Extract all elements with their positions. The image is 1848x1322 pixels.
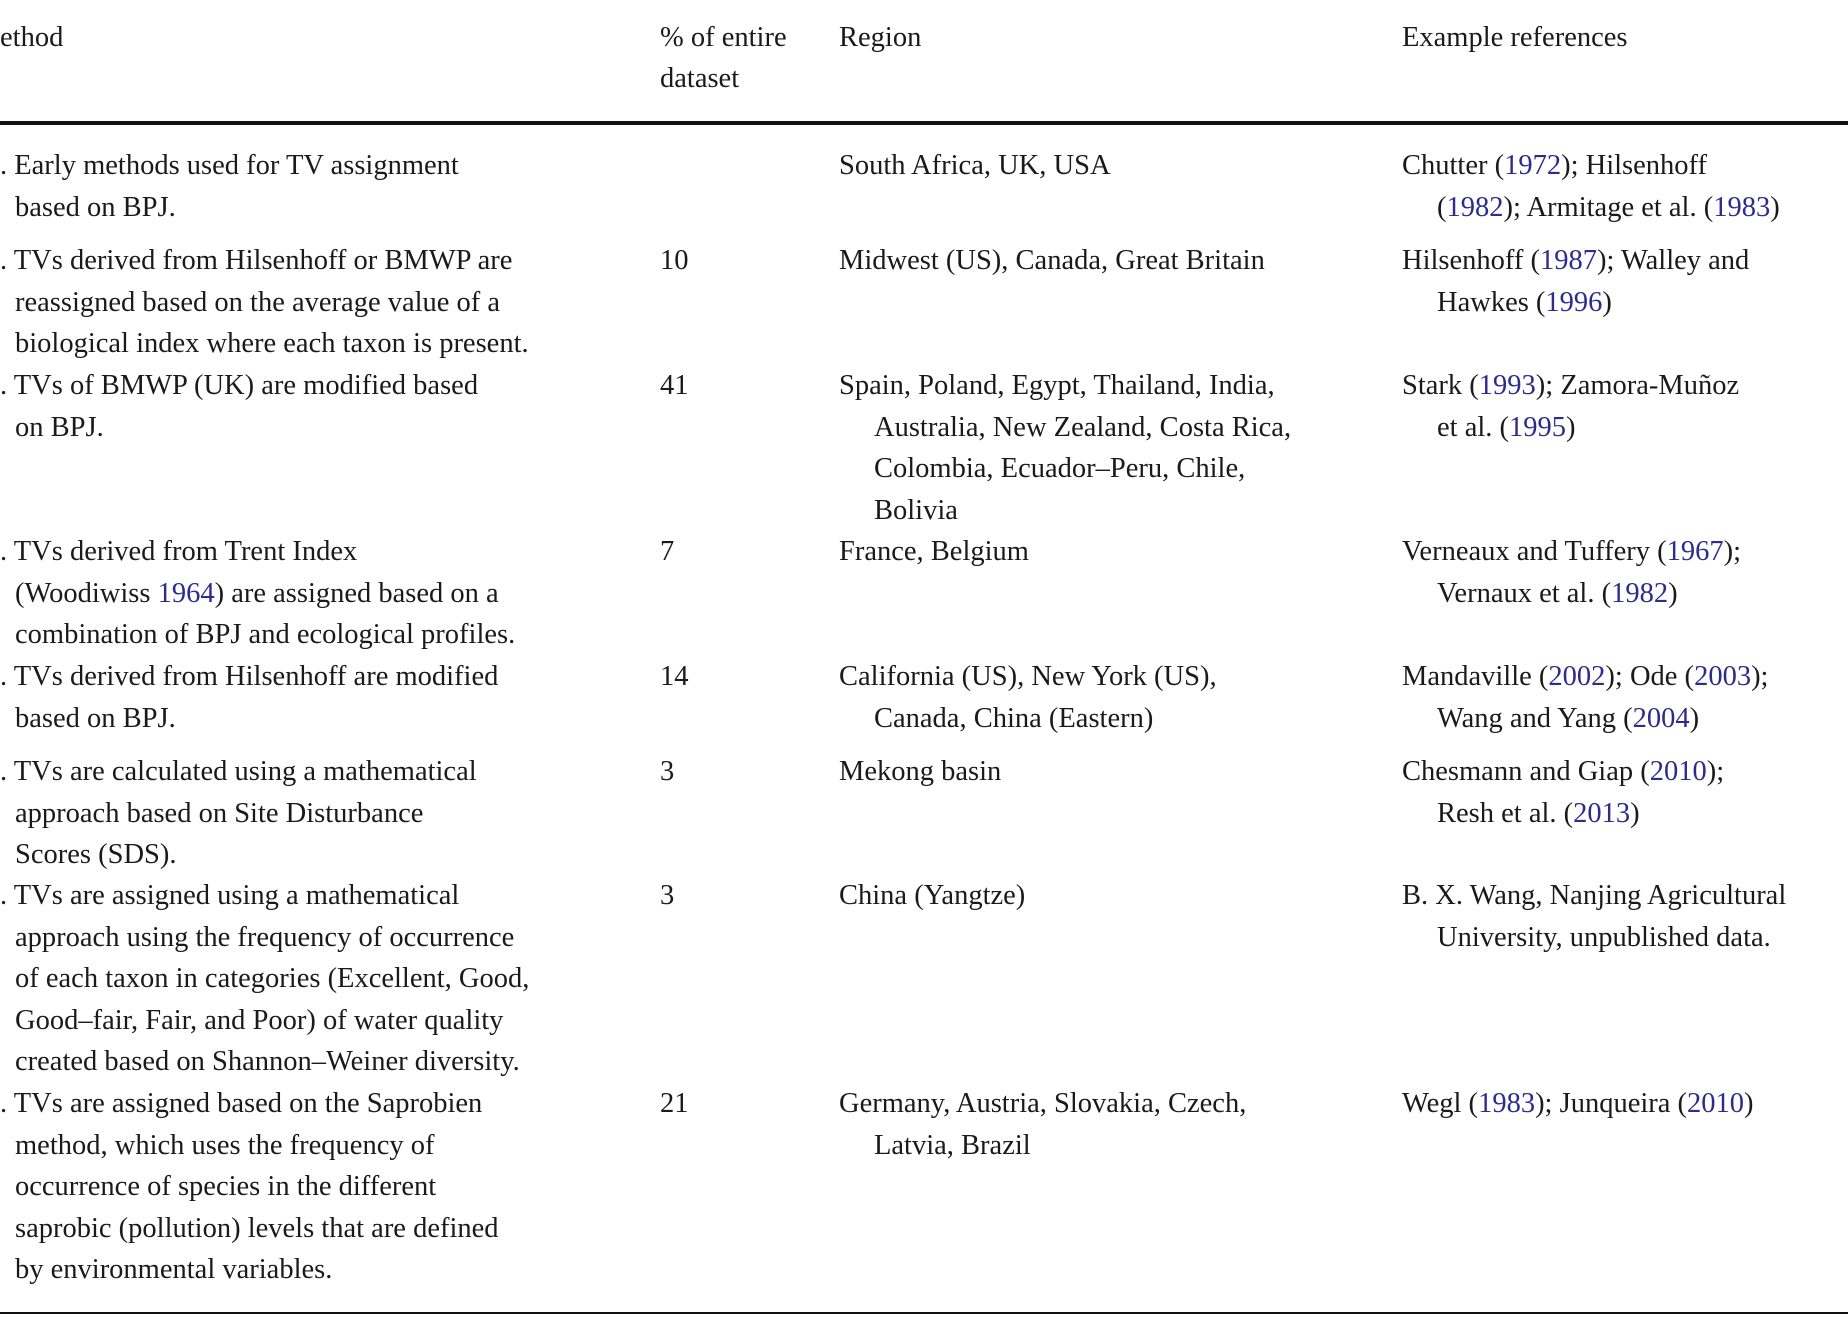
citation-year-link[interactable]: 2013	[1573, 797, 1631, 829]
method-cell	[15, 573, 499, 615]
method-cell: based on BPJ.	[15, 702, 176, 734]
citation-text: );	[1723, 536, 1742, 568]
header-rule	[0, 121, 1848, 125]
citation-year-link[interactable]: 2003	[1694, 661, 1752, 693]
citation-text: Chesmann and Giap (	[1402, 756, 1650, 788]
citation-year-link[interactable]: 1972	[1504, 150, 1562, 182]
citation-text: );	[1751, 661, 1769, 693]
citation-text: Resh et al. (	[1437, 797, 1574, 829]
method-cell: Scores (SDS).	[15, 839, 177, 871]
citation-text: Verneaux and Tuffery (	[1402, 536, 1667, 568]
citation-text: ); Armitage et al. (	[1503, 191, 1714, 223]
method-cell: . TVs are assigned using a mathematical	[0, 880, 460, 912]
citation-year-link[interactable]: 1993	[1478, 370, 1536, 402]
references-cell	[1402, 531, 1741, 573]
citation-text: ); Hilsenhoff	[1561, 150, 1708, 182]
method-cell: created based on Shannon–Weiner diversity.	[15, 1046, 520, 1078]
citation-text: ) are assigned based on a	[214, 577, 499, 609]
region-cell: Midwest (US), Canada, Great Britain	[839, 245, 1265, 277]
column-header-percent: dataset	[660, 63, 740, 95]
column-header-method: ethod	[0, 22, 64, 54]
column-header-percent: % of entire	[660, 22, 787, 54]
column-header-refs: Example references	[1402, 22, 1628, 54]
region-cell: Mekong basin	[839, 756, 1002, 788]
citation-text: );	[1706, 756, 1725, 788]
citation-year-link[interactable]: 1996	[1545, 286, 1603, 318]
region-cell: South Africa, UK, USA	[839, 150, 1111, 182]
method-cell: of each taxon in categories (Excellent, Good,	[15, 963, 530, 995]
method-cell: . TVs derived from Hilsenhoff are modified	[0, 661, 499, 693]
citation-year-link[interactable]: 2010	[1649, 756, 1707, 788]
citation-text: Chutter (	[1402, 150, 1505, 182]
region-cell: Colombia, Ecuador–Peru, Chile,	[874, 453, 1246, 485]
citation-year-link[interactable]: 1995	[1509, 411, 1567, 443]
references-cell	[1437, 407, 1576, 449]
percent-cell: 7	[660, 536, 675, 568]
percent-cell: 21	[660, 1088, 689, 1120]
region-cell: Latvia, Brazil	[874, 1129, 1031, 1161]
method-cell: method, which uses the frequency of	[15, 1129, 435, 1161]
references-cell	[1437, 917, 1771, 959]
citation-text: )	[1630, 797, 1640, 829]
citation-text: )	[1566, 411, 1576, 443]
method-cell: saprobic (pollution) levels that are defined	[15, 1212, 499, 1244]
column-header-region: Region	[839, 22, 922, 54]
method-cell: . TVs are assigned based on the Saprobien	[0, 1088, 483, 1120]
citation-year-link[interactable]: 2004	[1632, 702, 1690, 734]
references-cell	[1402, 145, 1707, 187]
citation-year-link[interactable]: 1983	[1478, 1088, 1536, 1120]
citation-text: B. X. Wang, Nanjing Agricultural	[1402, 880, 1787, 912]
references-cell	[1402, 240, 1749, 282]
method-cell: based on BPJ.	[15, 191, 176, 223]
citation-text: (Woodiwiss	[15, 577, 158, 609]
references-cell	[1402, 751, 1724, 793]
references-cell	[1437, 573, 1678, 615]
references-cell	[1437, 698, 1699, 740]
citation-text: Hawkes (	[1437, 286, 1546, 318]
method-cell: approach using the frequency of occurrence	[15, 921, 515, 953]
method-cell: occurrence of species in the different	[15, 1171, 437, 1203]
citation-text: )	[1744, 1088, 1754, 1120]
citation-text: University, unpublished data.	[1437, 921, 1771, 953]
citation-text: )	[1668, 577, 1678, 609]
footer-rule	[0, 1312, 1848, 1314]
percent-cell: 14	[660, 661, 689, 693]
method-cell: approach based on Site Disturbance	[15, 797, 424, 829]
region-cell: France, Belgium	[839, 536, 1029, 568]
region-cell: Spain, Poland, Egypt, Thailand, India,	[839, 370, 1275, 402]
citation-text: Hilsenhoff (	[1402, 245, 1540, 277]
citation-year-link[interactable]: 1982	[1446, 191, 1504, 223]
references-cell	[1402, 656, 1768, 698]
citation-year-link[interactable]: 1983	[1713, 191, 1771, 223]
method-cell: . TVs derived from Trent Index	[0, 536, 358, 568]
citation-text: Wang and Yang (	[1437, 702, 1633, 734]
percent-cell: 3	[660, 880, 675, 912]
citation-year-link[interactable]: 1964	[157, 577, 215, 609]
references-cell	[1437, 793, 1640, 835]
citation-year-link[interactable]: 1967	[1666, 536, 1724, 568]
method-cell: . TVs derived from Hilsenhoff or BMWP are	[0, 245, 513, 277]
method-cell: Good–fair, Fair, and Poor) of water quality	[15, 1004, 504, 1036]
references-cell	[1437, 282, 1612, 324]
citation-text: )	[1770, 191, 1780, 223]
region-cell: Bolivia	[874, 494, 958, 526]
citation-text: et al. (	[1437, 411, 1510, 443]
citation-text: Mandaville (	[1402, 661, 1549, 693]
region-cell: China (Yangtze)	[839, 880, 1026, 912]
method-cell: by environmental variables.	[15, 1254, 333, 1286]
method-cell: combination of BPJ and ecological profiles.	[15, 619, 516, 651]
citation-text: Vernaux et al. (	[1437, 577, 1612, 609]
citation-text: ); Walley and	[1597, 245, 1750, 277]
citation-text: ); Zamora-Muñoz	[1535, 370, 1740, 402]
citation-text: (	[1437, 191, 1447, 223]
region-cell: California (US), New York (US),	[839, 661, 1217, 693]
percent-cell: 41	[660, 370, 689, 402]
method-cell: on BPJ.	[15, 411, 104, 443]
percent-cell: 3	[660, 756, 675, 788]
citation-year-link[interactable]: 1987	[1540, 245, 1597, 277]
references-cell	[1402, 1083, 1754, 1125]
citation-text: Wegl (	[1402, 1088, 1479, 1120]
citation-year-link[interactable]: 2002	[1548, 661, 1606, 693]
references-cell	[1437, 187, 1780, 229]
references-cell	[1402, 365, 1739, 407]
citation-text: )	[1689, 702, 1700, 734]
method-cell: . Early methods used for TV assignment	[0, 150, 459, 182]
percent-cell: 10	[660, 245, 689, 277]
method-cell: . TVs are calculated using a mathematical	[0, 756, 477, 788]
citation-text: ); Ode (	[1605, 661, 1695, 693]
method-cell: . TVs of BMWP (UK) are modified based	[0, 370, 479, 402]
citation-text: )	[1602, 286, 1612, 318]
references-cell	[1402, 875, 1786, 917]
region-cell: Canada, China (Eastern)	[874, 702, 1154, 734]
citation-year-link[interactable]: 2010	[1687, 1088, 1745, 1120]
citation-year-link[interactable]: 1982	[1611, 577, 1669, 609]
citation-text: Stark (	[1402, 370, 1479, 402]
method-cell: reassigned based on the average value of a	[15, 286, 501, 318]
citation-text: ); Junqueira (	[1535, 1088, 1688, 1120]
region-cell: Australia, New Zealand, Costa Rica,	[874, 411, 1292, 443]
region-cell: Germany, Austria, Slovakia, Czech,	[839, 1088, 1247, 1120]
method-cell: biological index where each taxon is present.	[15, 328, 529, 360]
